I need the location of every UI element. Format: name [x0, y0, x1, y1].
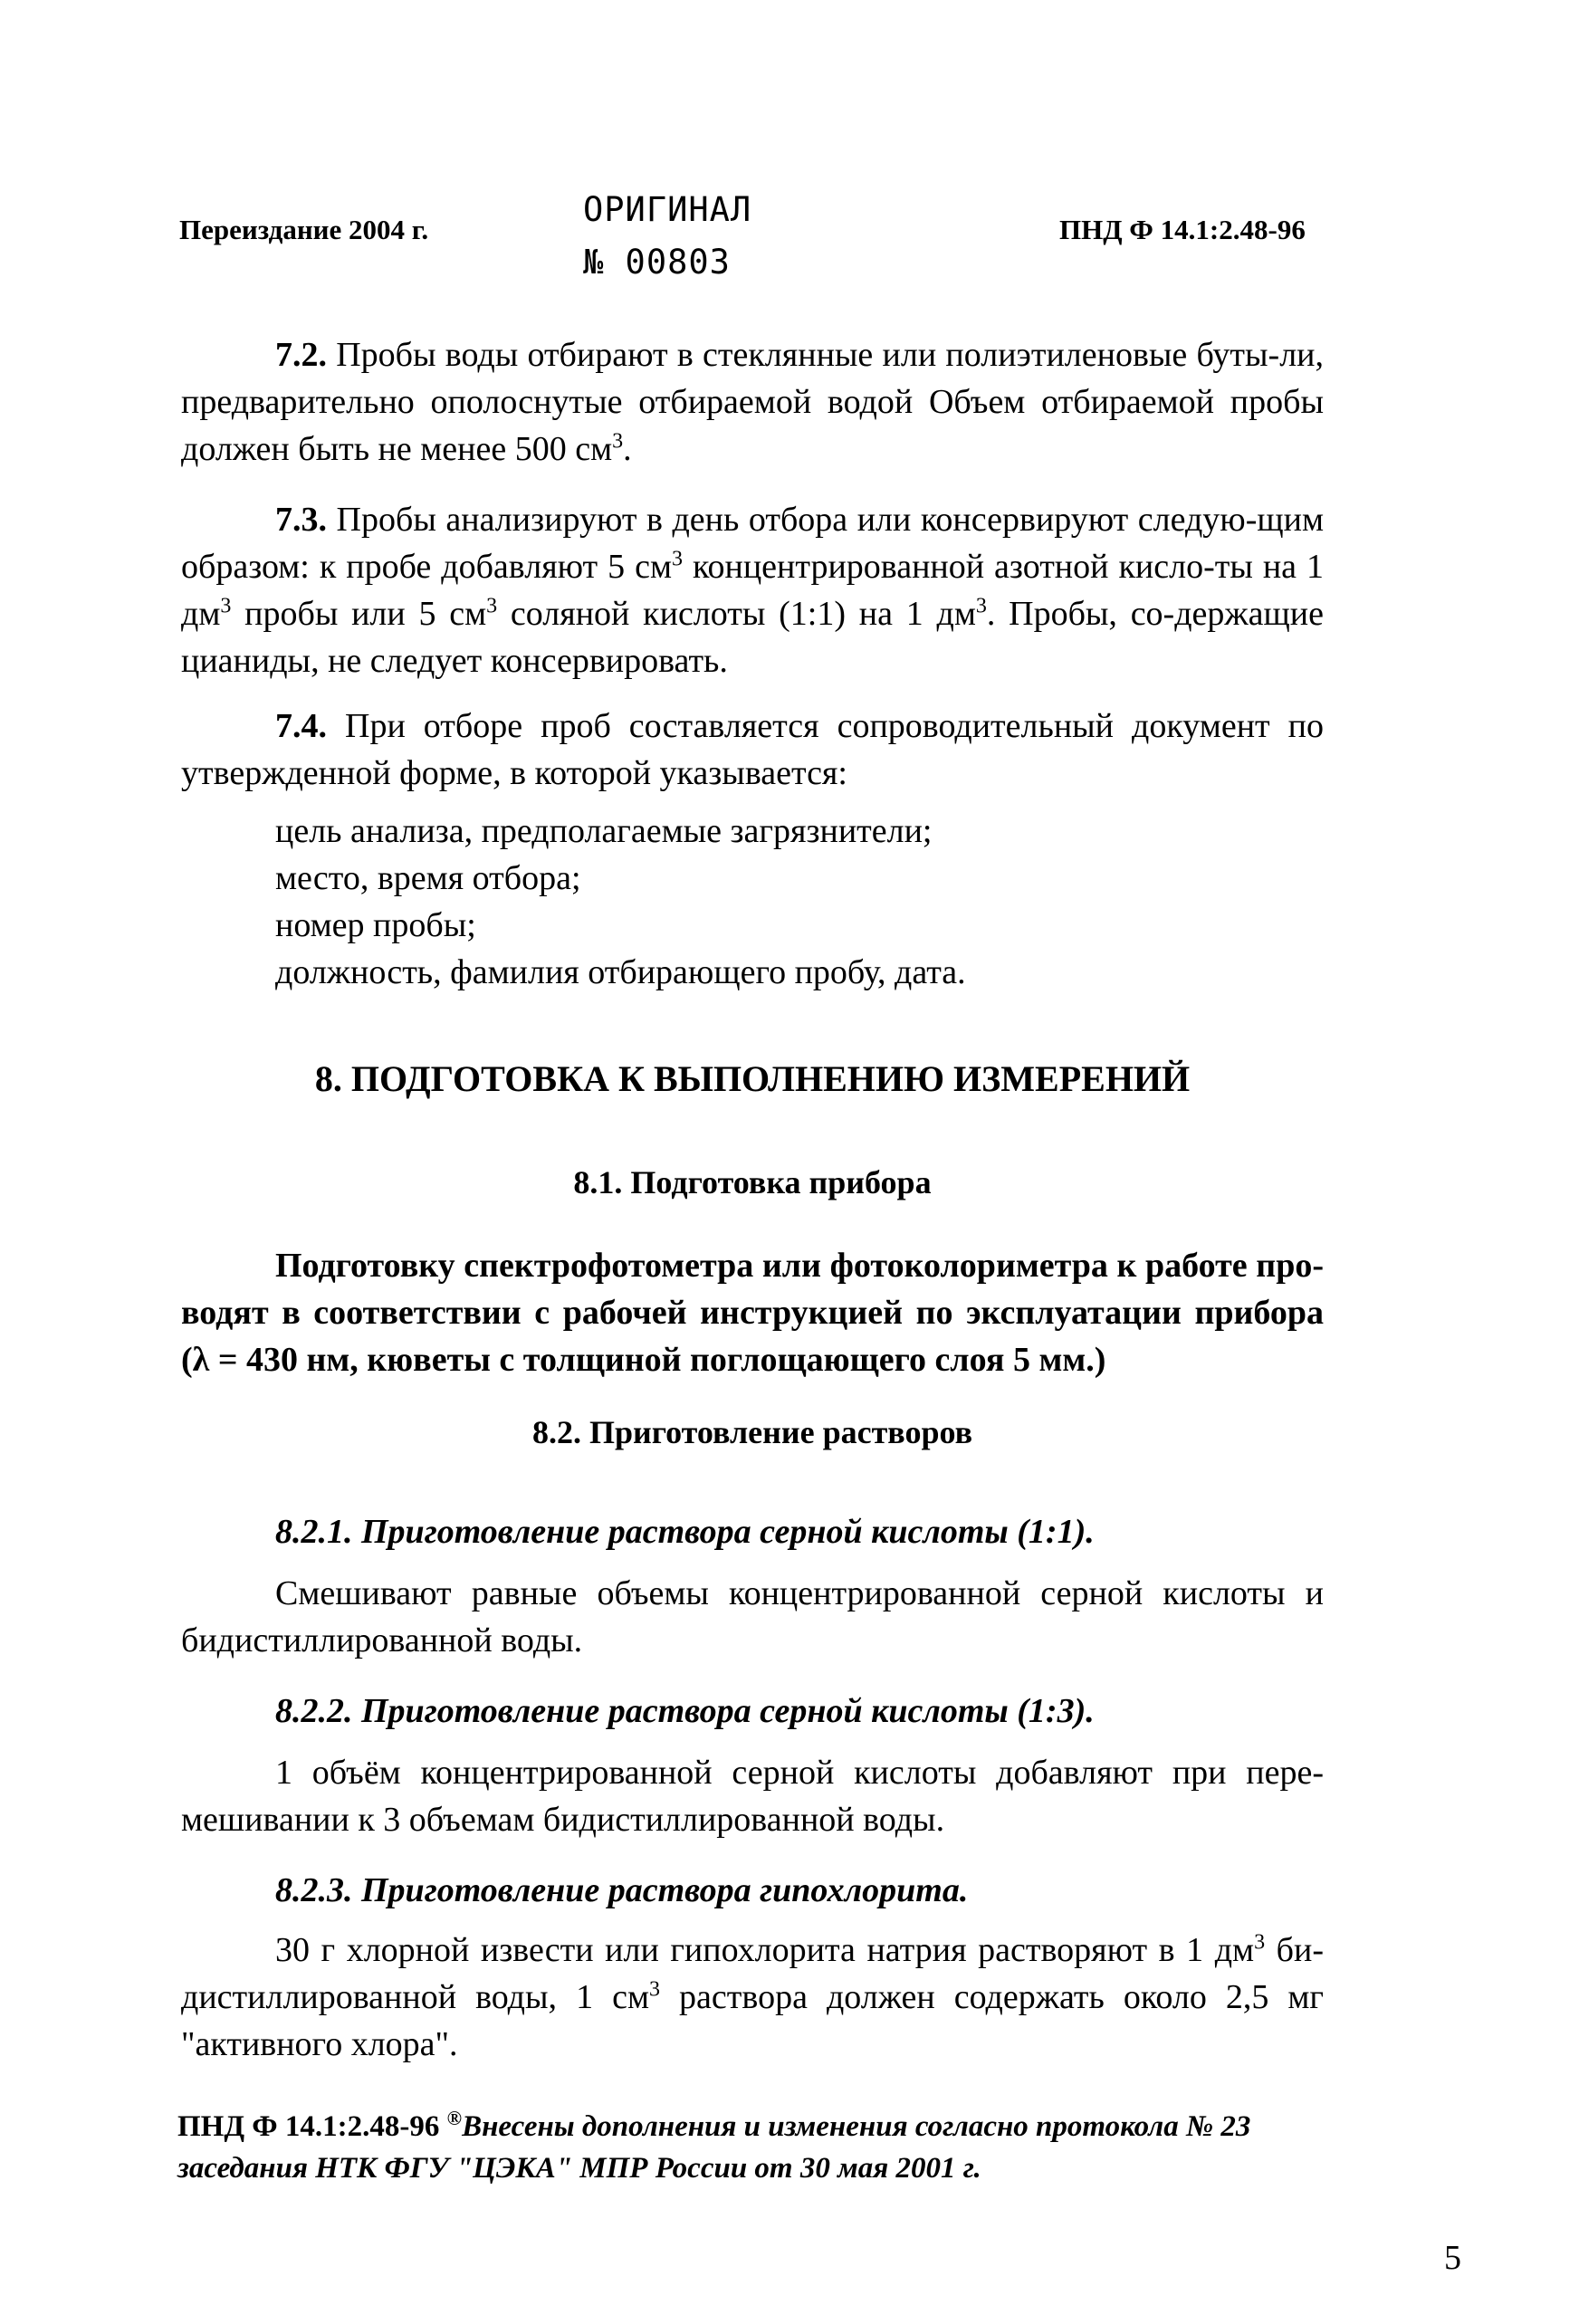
paragraph-text: раствора должен содержать около 2,5 мг "активного хлора".: [181, 1978, 1325, 2063]
paragraph-8-2-3: [181, 1927, 1324, 2068]
list-item: место, время отбора;: [275, 859, 581, 897]
list-item: цель анализа, предполагаемые загрязнители;: [275, 812, 933, 850]
section-8-2-2-title: 8.2.2. Приготовление раствора серной кислоты (1:3).: [275, 1692, 1095, 1730]
page-number: 5: [1444, 2239, 1461, 2277]
header-reissue-note: Переиздание 2004 г.: [179, 214, 429, 245]
paragraph-text: соляной кислоты (1:1) на 1 дм: [497, 595, 976, 633]
paragraph-number: 7.4.: [275, 707, 327, 745]
paragraph-8-2-2: 1 объём концентрированной серной кислоты добавляют при пере-мешивании к 3 объемам бидистиллированной воды.: [181, 1754, 1324, 1839]
paragraph-8-2-1: Смешивают равные объемы концентрированной серной кислоты и бидистиллированной воды.: [181, 1574, 1324, 1659]
paragraph-text: пробы или 5 см: [231, 595, 487, 633]
footer-document-code: ПНД Ф 14.1:2.48-96: [177, 2110, 440, 2143]
paragraph-number: 7.3.: [275, 501, 327, 539]
paragraph-text: . Пробы, со-держащие цианиды, не следует консервировать.: [181, 595, 1324, 680]
superscript: 3: [220, 594, 232, 618]
section-8-2-3-title: 8.2.3. Приготовление раствора гипохлорита.: [275, 1871, 969, 1909]
paragraph-text: 30 г хлорной извести или гипохлорита натрия растворяют в 1 дм: [275, 1931, 1255, 1969]
footer-note: [177, 2106, 1354, 2189]
paragraph-text: би-дистиллированной воды, 1 см: [181, 1931, 1324, 2016]
superscript: 3: [1254, 1930, 1266, 1955]
paragraph-7-3: [181, 496, 1324, 684]
superscript: 3: [486, 594, 498, 618]
paragraph-text: Пробы анализируют в день отбора или консервируют следую-щим образом: к пробе добавляют 5 см: [181, 501, 1324, 586]
superscript: 3: [672, 547, 683, 571]
list-item: должность, фамилия отбирающего пробу, дата.: [275, 953, 966, 991]
paragraph-text: .: [623, 430, 632, 468]
paragraph-7-4: [181, 703, 1324, 797]
paragraph-text: Пробы воды отбирают в стеклянные или полиэтиленовые буты-ли, предварительно ополоснутые отбираемой водой Объем отбираемой пробы должен быть не менее 500 см: [181, 336, 1324, 468]
list-item: номер пробы;: [275, 906, 476, 944]
section-8-2-1-title: 8.2.1. Приготовление раствора серной кислоты (1:1).: [275, 1513, 1095, 1551]
sample-document-fields-list: [275, 808, 1325, 996]
paragraph-7-2: [181, 331, 1324, 473]
document-code-header: ПНД Ф 14.1:2.48-96: [1059, 214, 1306, 245]
paragraph-text: концентрированной азотной кисло-ты на 1 дм: [181, 548, 1324, 633]
superscript: 3: [649, 1977, 661, 2002]
section-8-2-title: 8.2. Приготовление растворов: [531, 1414, 973, 1450]
section-8-title: 8. ПОДГОТОВКА К ВЫПОЛНЕНИЮ ИЗМЕРЕНИЙ: [314, 1058, 1191, 1099]
section-8-1-title: 8.1. Подготовка прибора: [573, 1164, 932, 1200]
original-stamp-number: № 00803: [583, 243, 731, 282]
superscript: 3: [612, 429, 624, 454]
paragraph-8-1: Подготовку спектрофотометра или фотоколориметра к работе про-водят в соответствии с рабочей инструкцией по эксплуатации прибора (λ = 430 нм, кюветы с толщиной поглощающего слоя 5 мм.): [181, 1247, 1324, 1379]
footer-note-line-1: Внесены дополнения и изменения согласно протокола № 23: [462, 2110, 1251, 2143]
superscript: 3: [975, 594, 987, 618]
original-stamp-label: ОРИГИНАЛ: [583, 190, 752, 229]
footer-note-line-2: заседания НТК ФГУ "ЦЭКА" МПР России от 30 мая 2001 г.: [177, 2152, 981, 2185]
paragraph-number: 7.2.: [275, 336, 327, 374]
footer-note-mark: ®: [446, 2107, 463, 2129]
paragraph-text: При отборе проб составляется сопроводительный документ по утвержденной форме, в которой указывается:: [181, 707, 1324, 792]
